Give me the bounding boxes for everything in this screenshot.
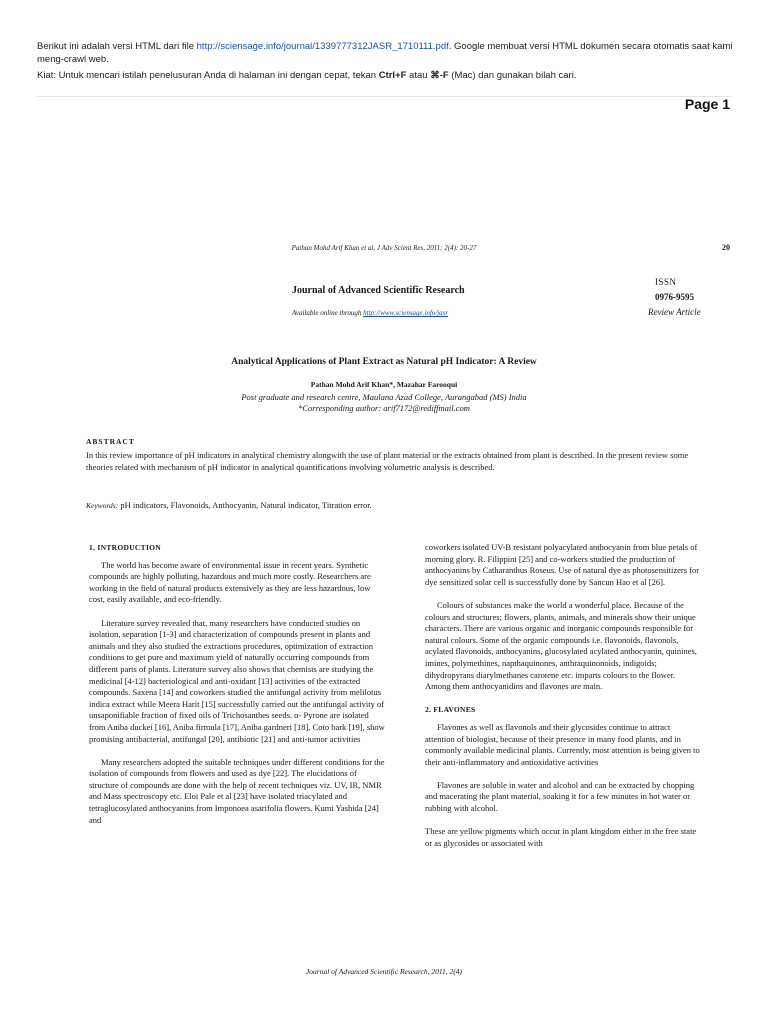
page-label: Page 1: [684, 96, 730, 112]
keywords-label: Keywords:: [86, 501, 119, 510]
article-title: Analytical Applications of Plant Extract as Natural pH Indicator: A Review: [231, 357, 537, 367]
issn-label: ISSN: [655, 277, 677, 287]
paragraph: The world has become aware of environmental issue in recent years. Synthetic compounds are highly polluting, hazardous and much more costly. Researchers are working in the field of natural products extensively as they are less hazardous, low cost, easily available, and eco-friendly.: [89, 559, 371, 605]
cmd-f-key: ⌘-F: [430, 70, 449, 81]
availability-note: Available online through http://www.sciensage.info/jasr: [292, 309, 449, 317]
paragraph: Many researchers adopted the suitable techniques under different conditions for the isolation of compounds from flowers and used as dye [22]. The elucidations of structure of compounds are done with the help of recent techniques viz. UV, IR, NMR and Mass spectroscopy etc. Eloi Pale et al [23] have isolated triacylated and tetraglucosylated anthocyanins from Imponoea asarifolia flowers. Kumi Yashida [24] and: [89, 756, 385, 825]
journal-link[interactable]: http://www.sciensage.info/jasr: [363, 309, 449, 317]
running-head: Pathan Mohd Arif Khan et al, J Adv Scient Res, 2011; 2(4): 20-27: [291, 244, 477, 252]
paragraph: Literature survey revealed that, many researchers have conducted studies on isolation, separation [1-3] and characterization of compounds present in plants and animals and they also studied the extractions procedures, optimization of extraction conditions to get pure and maximum yield of naturally occurring compounds from different parts of plants. Literature survey also shows that chemists are studying the medicinal [4-12] bacteriological and anti-oxidant [13] activities of the extracted compounds. Saxena [14] and coworkers studied the antifungal activity from melilotus indica extract while Meera Harit [15] successfully carried out the antifungal activity of unsaponifiable fraction of fixed oils of Trichosanthes seeds. α- Pyrone are isolated from Aniba duckei [16], Aniba firmula [17], Aniba gardneri [18], Coto bark [19], show promising antibacterial, antifungal [20], antibiotic [21] and anti-tumor activities: [89, 617, 385, 744]
journal-name: Journal of Advanced Scientific Research: [292, 285, 465, 296]
section-heading-introduction: 1. INTRODUCTION: [89, 543, 162, 552]
paragraph: Flavones are soluble in water and alcohol and can be extracted by chopping and macerating the plant material, soaking it for a few minutes in hot water or rubbing with alcohol.: [425, 779, 695, 814]
article-type: Review Article: [648, 307, 701, 317]
banner-tip: Kiat: Untuk mencari istilah penelusuran Anda di halaman ini dengan cepat, tekan Ctrl+F atau ⌘-F (Mac) dan gunakan bilah cari.: [37, 70, 577, 81]
keywords: [86, 500, 698, 510]
section-heading-flavones: 2. FLAVONES: [425, 705, 476, 715]
cache-banner: [37, 40, 737, 82]
paragraph: Flavones as well as flavonols and their glycosides continue to attract attention of biologist, because of their presence in many food plants, and in commonly available medicinal plants. Currently, most attention is being given to their anti-inflammatory and antioxidative activities: [425, 721, 700, 767]
banner-notice: Berikut ini adalah versi HTML dari file http://sciensage.info/journal/1339777312JASR_1710111.pdf. Google membuat versi HTML dokumen secara otomatis saat kami meng-crawl web.: [37, 41, 733, 65]
paragraph: Colours of substances make the world a wonderful place. Because of the colours and structures; flowers, plants, animals, and minerals show their unique characters. There are various organic and inorganic compounds responsible for natural colours. Some of the organic compounds i.e. flavonoids, flavonols, acylated flavonoids, anthocyanins, glucosylated acylated anthocyanin, quinines, imines, polymethines, napthaquinones, anthraquinonoids, indigoids; dihydropyrans diarylmethanes carotene etc. imparts colours to the flower. Among them anthocyanidins and flavones are main.: [425, 599, 697, 692]
paragraph: coworkers isolated UV-B resistant polyacylated anthocyanin from blue petals of morning glory. R. Filippini [25] and co-workers studied the production of anthocyanins by Catharanthus Roseus. Use of natural dye as photosensitizers for dye sensitized solar cell is successfully done by Sancun Hao et al [26].: [425, 542, 700, 587]
abstract-text: In this review importance of pH indicators in analytical chemistry alongwith the use of plant material or the extracts obtained from plant is described. In the present review some theories related with mechanism of pH indicator in analytical quantifications involving volumetric analysis is described.: [86, 450, 689, 472]
page-number: 20: [722, 243, 730, 252]
issn-number: 0976-9595: [655, 292, 694, 302]
page-footer: Journal of Advanced Scientific Research, 2011, 2(4): [305, 967, 463, 976]
authors: Pathan Mohd Arif Khan*, Mazahar Farooqui: [310, 380, 458, 389]
ctrl-f-key: Ctrl+F: [378, 70, 407, 81]
source-pdf-link[interactable]: http://sciensage.info/journal/1339777312JASR_1710111.pdf: [196, 41, 449, 52]
paragraph: These are yellow pigments which occur in plant kingdom either in the free state or as glycosides or associated with: [425, 826, 697, 848]
affiliation: Post graduate and research centre, Maulana Azad College, Aurangabad (MS) India: [241, 392, 527, 402]
left-column: [89, 542, 385, 838]
right-column: [425, 542, 700, 861]
corresponding-author: *Corresponding author: arif7172@rediffmail.com: [298, 403, 470, 413]
keywords-text: pH indicators, Flavonoids, Anthocyanin, Natural indicator, Titration error.: [118, 500, 372, 510]
abstract-heading: ABSTRACT: [86, 437, 135, 446]
banner-divider: [37, 96, 731, 97]
